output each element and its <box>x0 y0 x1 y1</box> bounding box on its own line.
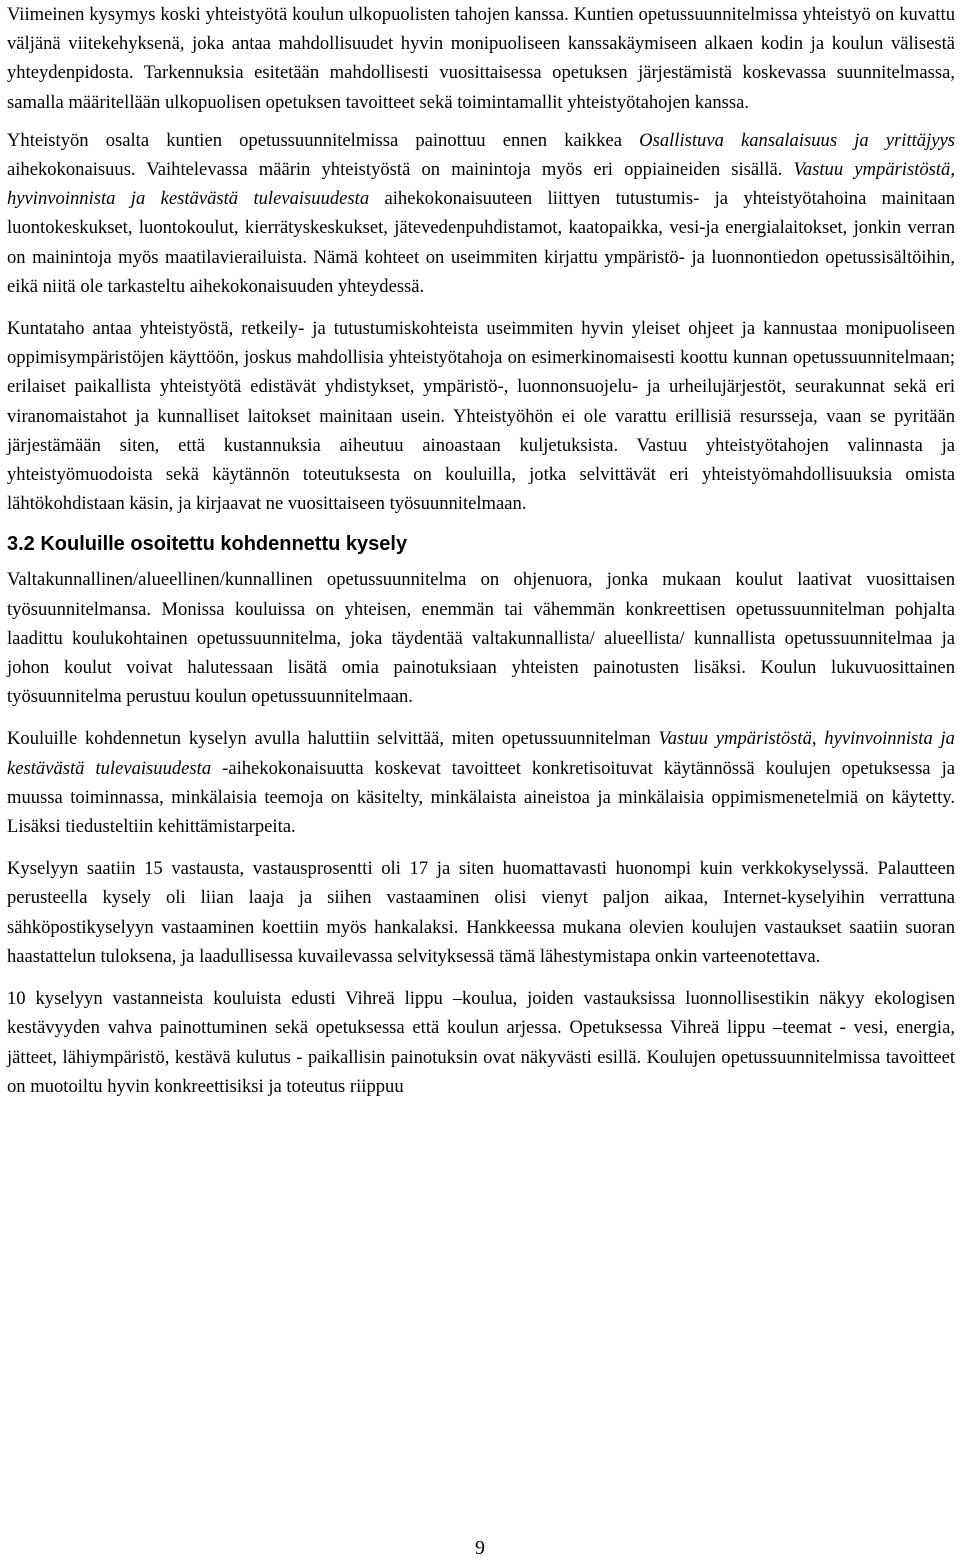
paragraph-gap <box>7 841 955 854</box>
italic-text-segment: Vastuu ympäristöstä, hyvinvoinnista ja kestävästä tulevaisuudesta <box>7 728 955 779</box>
paragraph-gap <box>7 117 955 126</box>
text-segment: Kouluille kohdennetun kyselyn avulla haluttiin selvittää, miten opetussuunnitelman <box>7 728 659 750</box>
paragraph-p3 <box>7 314 955 518</box>
text-segment: Kuntataho antaa yhteistyöstä, retkeily- ja tutustumiskohteista useimmiten hyvin yleiset ohjeet ja kannustaa monipuoliseen oppimisympäristöjen käyttöön, joskus mahdollisia yhteistyötahoja on esimerkinomaisesti koottu kunnan opetussuunnitelmaan; erilaiset paikallista yhteistyötä edistävät yhdistykset, ympäristö-, luonnonsuojelu- ja urheilujärjestöt, seurakunnat sekä eri viranomaistahot ja kunnalliset laitokset mainitaan usein. Yhteistyöhön ei ole varattu erillisiä resursseja, vaan se pyritään järjestämään siten, että kustannuksia aiheutuu ainoastaan kuljetuksista. Vastuu yhteistyötahojen valinnasta ja yhteistyömuodoista sekä käytännön toteutuksesta on kouluilla, jotka selvittävät eri yhteistyömahdollisuuksia omista lähtökohdistaan käsin, ja kirjaavat ne vuosittaiseen työsuunnitelmaan. <box>7 318 955 515</box>
paragraph-p1 <box>7 0 955 117</box>
text-segment: -aihekokonaisuutta koskevat tavoitteet konkretisoituvat käytännössä koulujen opetuksessa ja muussa toiminnassa, minkälaisia teemoja on käsitelty, minkälaista aineistoa ja minkälaisia oppimismenetelmiä on käytetty. Lisäksi tiedusteltiin kehittämistarpeita. <box>7 757 955 838</box>
paragraph-p7 <box>7 984 955 1101</box>
paragraph-gap <box>7 971 955 984</box>
text-segment: aihekokonaisuus. Vaihtelevassa määrin yhteistyöstä on mainintoja myös eri oppiaineiden sisällä. <box>7 159 794 181</box>
paragraph-gap <box>7 711 955 724</box>
text-segment: Viimeinen kysymys koski yhteistyötä koulun ulkopuolisten tahojen kanssa. Kuntien opetussuunnitelmissa yhteistyö on kuvattu väljänä viitekehyksenä, joka antaa mahdollisuudet hyvin monipuoliseen kanssakäymiseen alkaen kodin ja koulun välisestä yhteydenpidosta. Tarkennuksia esitetään mahdollisesti vuosittaisessa opetuksen järjestämistä koskevassa suunnitelmassa, samalla määritellään ulkopuolisen opetuksen tavoitteet sekä toimintamallit yhteistyötahojen kanssa. <box>7 4 955 113</box>
section-heading: 3.2 Kouluille osoitettu kohdennettu kysely <box>7 533 408 556</box>
paragraph-p4 <box>7 565 955 711</box>
paragraph-p6 <box>7 854 955 971</box>
document-page <box>7 0 955 1101</box>
paragraph-gap <box>7 518 955 531</box>
text-segment: aihekokonaisuuteen liittyen tutustumis- ja yhteistyötahoina mainitaan luontokeskukset, luontokoulut, kierrätyskeskukset, jätevedenpuhdistamot, kaatopaikka, vesi-ja energialaitokset, jonkin verran on mainintoja myös maatilavierailuista. Nämä kohteet on useimmiten kirjattu ympäristö- ja luonnontiedon opetussisältöihin, eikä niitä ole tarkasteltu aihekokonaisuuden yhteydessä. <box>7 188 955 297</box>
paragraph-p5 <box>7 724 955 841</box>
paragraph-p2 <box>7 126 955 301</box>
italic-text-segment: Vastuu ympäristöstä, hyvinvoinnista ja kestävästä tulevaisuudesta <box>7 159 956 210</box>
paragraph-gap <box>7 301 955 314</box>
text-segment: 10 kyselyyn vastanneista kouluista edusti Vihreä lippu –koulua, joiden vastauksissa luonnollisestikin näkyy ekologisen kestävyyden vahva painottuminen sekä opetuksessa että koulun arjessa. Opetuksessa Vihreä lippu –teemat - vesi, energia, jätteet, lähiympäristö, kestävä kulutus - paikallisin painotuksin ovat näkyvästi esillä. Koulujen opetussuunnitelmissa tavoitteet on muotoiltu hyvin konkreettisiksi ja toteutus riippuu <box>7 988 955 1097</box>
text-segment: Valtakunnallinen/alueellinen/kunnallinen opetussuunnitelma on ohjenuora, jonka mukaan koulut laativat vuosittaisen työsuunnitelmansa. Monissa kouluissa on yhteisen, enemmän tai vähemmän konkreettisen opetussuunnitelman pohjalta laadittu koulukohtainen opetussuunnitelma, joka täydentää valtakunnallista/ alueellista/ kunnallista opetussuunnitelmaa ja johon koulut voivat halutessaan lisätä omia painotuksiaan yhteisten painotusten lisäksi. Koulun lukuvuosittainen työsuunnitelma perustuu koulun opetussuunnitelmaan. <box>7 569 955 708</box>
page-number: 9 <box>475 1537 485 1559</box>
text-segment: Kyselyyn saatiin 15 vastausta, vastausprosentti oli 17 ja siten huomattavasti huonompi kuin verkkokyselyssä. Palautteen perusteella kysely oli liian laaja ja siihen vastaaminen olisi vienyt paljon aikaa, Internet-kyselyihin verrattuna sähköpostikyselyyn vastaaminen koettiin myös hankalaksi. Hankkeessa mukana olevien koulujen vastaukset saatiin suoran haastattelun tuloksena, ja laadullisessa kuvailevassa selvityksessä tämä lähestymistapa onkin varteenotettava. <box>7 858 955 967</box>
italic-text-segment: Osallistuva kansalaisuus ja yrittäjyys <box>639 129 955 151</box>
text-segment: Yhteistyön osalta kuntien opetussuunnitelmissa painottuu ennen kaikkea <box>7 129 640 151</box>
